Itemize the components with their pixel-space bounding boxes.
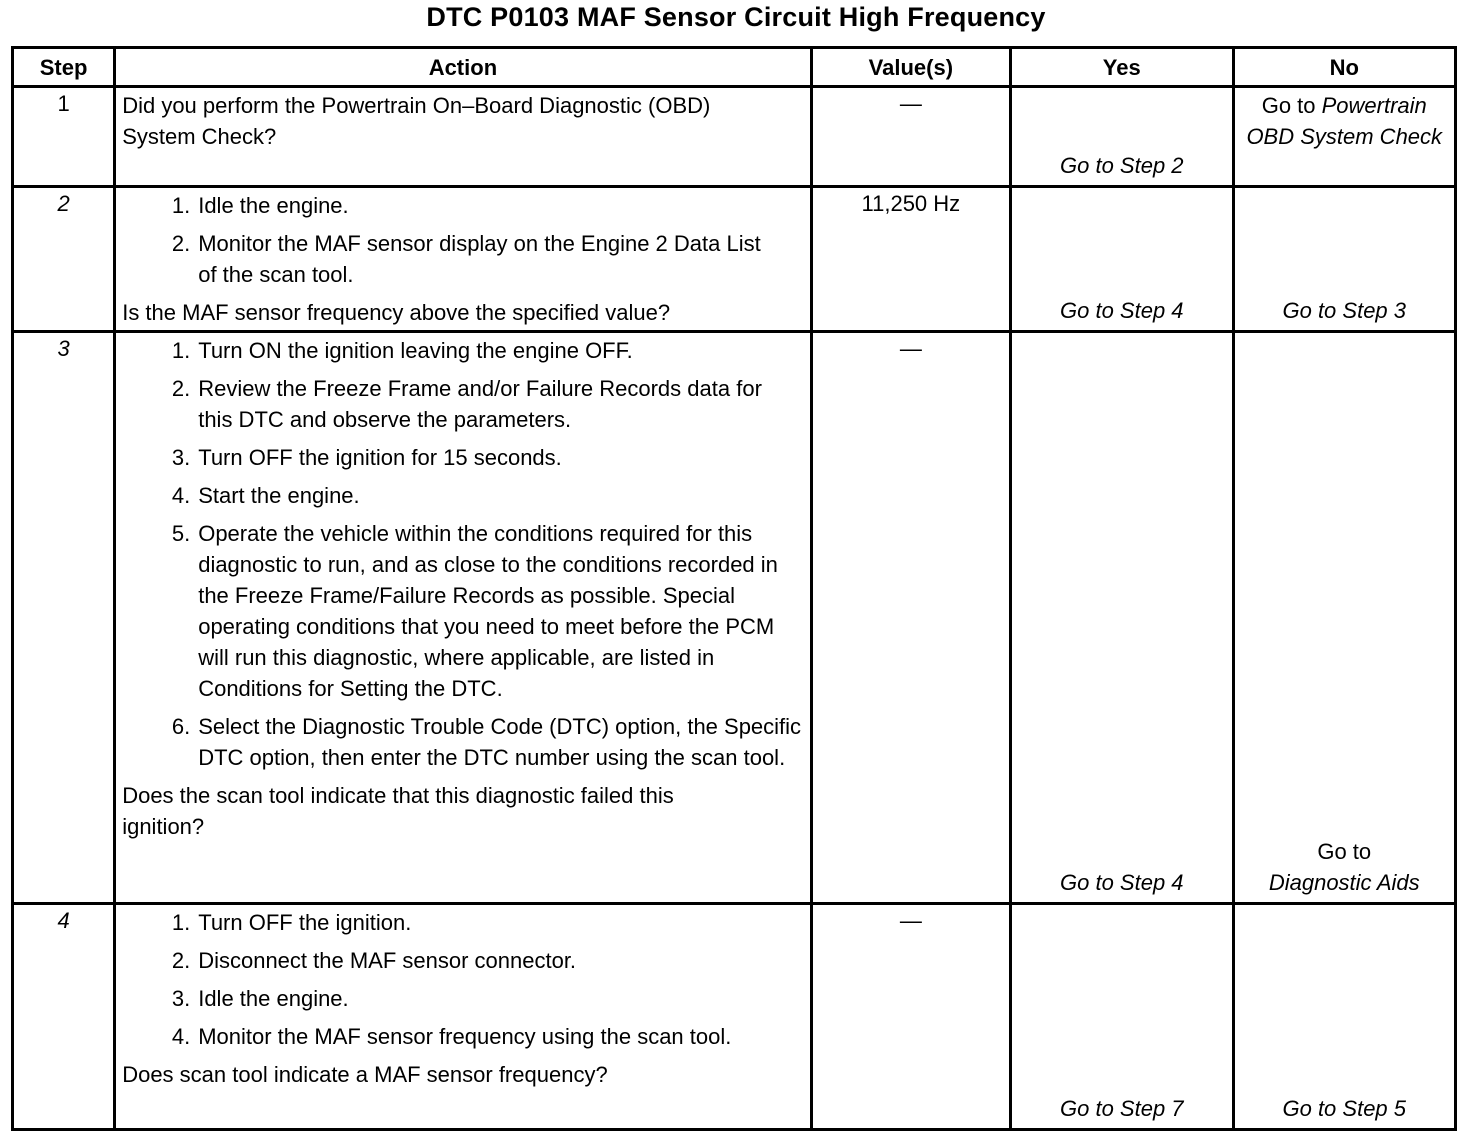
- diagnostic-table: [11, 46, 1457, 1131]
- action-steps: [122, 335, 803, 773]
- no-cell: [1233, 332, 1456, 904]
- action-cell: [115, 904, 811, 1130]
- header-values: Value(s): [811, 48, 1010, 87]
- list-item: 2. Review the Freeze Frame and/or Failure Records data for this DTC and observe the parameters.: [171, 376, 762, 432]
- value-cell: 11,250 Hz: [811, 187, 1010, 332]
- action-question: Does the scan tool indicate that this diagnostic failed this ignition?: [122, 783, 674, 839]
- list-item: 5. Operate the vehicle within the conditions required for this diagnostic to run, and as close to the conditions recorded in the Freeze Frame/Failure Records as possible. Special operating conditions that you need to meet before the PCM will run this diagnostic, where applicable, are listed in Conditions for Setting the DTC.: [171, 521, 778, 701]
- table-row-step-4: [13, 904, 1456, 1130]
- no-answer-prefix: Go to: [1317, 839, 1372, 864]
- list-item: 3. Idle the engine.: [171, 986, 349, 1011]
- list-item: 4. Monitor the MAF sensor frequency using the scan tool.: [171, 1024, 732, 1049]
- yes-cell: [1011, 187, 1233, 332]
- header-action: Action: [115, 48, 811, 87]
- no-answer: [1235, 90, 1455, 152]
- list-item: 3. Turn OFF the ignition for 15 seconds.: [171, 445, 562, 470]
- yes-answer: Go to Step 7: [1060, 1096, 1184, 1121]
- no-answer-link: Diagnostic Aids: [1268, 870, 1420, 895]
- step-number: 1: [13, 87, 115, 187]
- no-answer: [1235, 836, 1455, 898]
- header-row: [13, 48, 1456, 87]
- table-row-step-3: [13, 332, 1456, 904]
- value-cell: —: [811, 332, 1010, 904]
- list-item: 2. Monitor the MAF sensor display on the Engine 2 Data List of the scan tool.: [171, 231, 761, 287]
- action-cell: [115, 87, 811, 187]
- action-question: Is the MAF sensor frequency above the specified value?: [122, 300, 671, 325]
- no-cell: [1233, 187, 1456, 332]
- yes-answer: Go to Step 4: [1060, 298, 1184, 323]
- header-no: No: [1233, 48, 1456, 87]
- action-question: Does scan tool indicate a MAF sensor frequency?: [122, 1062, 608, 1087]
- step-number: 2: [13, 187, 115, 332]
- no-answer: Go to Step 3: [1282, 298, 1407, 323]
- table-row-step-1: [13, 87, 1456, 187]
- no-answer-prefix: Go to: [1261, 93, 1322, 118]
- yes-cell: [1011, 332, 1233, 904]
- value-cell: —: [811, 904, 1010, 1130]
- action-cell: [115, 332, 811, 904]
- action-cell: [115, 187, 811, 332]
- no-cell: [1233, 904, 1456, 1130]
- step-number: 4: [13, 904, 115, 1130]
- action-steps: [122, 907, 742, 1052]
- list-item: 2. Disconnect the MAF sensor connector.: [171, 948, 577, 973]
- list-item: 1. Turn OFF the ignition.: [171, 910, 412, 935]
- yes-cell: [1011, 87, 1233, 187]
- no-answer: Go to Step 5: [1282, 1096, 1407, 1121]
- list-item: 1. Turn ON the ignition leaving the engine OFF.: [171, 338, 633, 363]
- no-cell: [1233, 87, 1456, 187]
- action-steps: [122, 190, 772, 290]
- list-item: 4. Start the engine.: [171, 483, 360, 508]
- no-answer-link: Powertrain OBD System Check: [1246, 93, 1443, 149]
- yes-answer: Go to Step 2: [1060, 153, 1184, 178]
- step-number: 3: [13, 332, 115, 904]
- yes-answer: Go to Step 4: [1060, 870, 1184, 895]
- action-question: Did you perform the Powertrain On–Board Diagnostic (OBD) System Check?: [122, 93, 711, 149]
- header-step: Step: [13, 48, 115, 87]
- header-yes: Yes: [1011, 48, 1233, 87]
- list-item: 1. Idle the engine.: [171, 193, 349, 218]
- table-row-step-2: [13, 187, 1456, 332]
- value-cell: —: [811, 87, 1010, 187]
- yes-cell: [1011, 904, 1233, 1130]
- list-item: 6. Select the Diagnostic Trouble Code (DTC) option, the Specific DTC option, then enter the DTC number using the scan tool.: [171, 714, 802, 770]
- page-title: DTC P0103 MAF Sensor Circuit High Frequency: [426, 2, 1046, 32]
